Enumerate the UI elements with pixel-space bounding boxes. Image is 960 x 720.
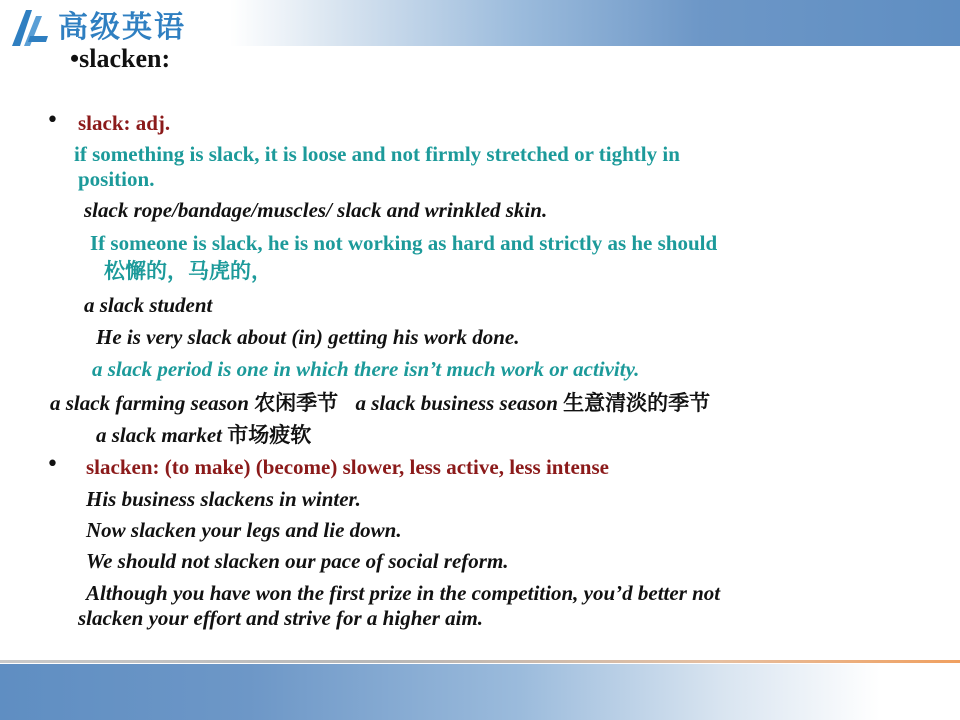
definition-text-cont: position.: [78, 167, 155, 191]
definition-text: if something is slack, it is loose and not firmly stretched or tightly in: [74, 142, 680, 166]
logo-text: 高级英语: [58, 10, 186, 45]
example-line: slacken your effort and strive for a higher aim.: [78, 606, 484, 630]
logo-mark-icon: [8, 6, 52, 50]
definition-text: If someone is slack, he is not working as hard and strictly as he should: [90, 231, 718, 255]
example-line: [50, 390, 710, 416]
definition-heading: slacken: (to make) (become) slower, less active, less intense: [86, 455, 609, 479]
example-line: [96, 422, 311, 448]
example-line: a slack student: [84, 293, 213, 317]
example-line: Although you have won the first prize in the competition, you’d better not: [86, 581, 721, 605]
footer-divider: [0, 660, 960, 663]
chinese-gloss: 农闲季节: [254, 391, 339, 415]
example-line: His business slackens in winter.: [86, 487, 361, 511]
bullet-marker: •: [46, 452, 59, 477]
definition-text: a slack period is one in which there isn’t much work or activity.: [92, 357, 640, 381]
definition-heading: slack: adj.: [78, 111, 171, 135]
example-line: He is very slack about (in) getting his work done.: [96, 325, 520, 349]
footer-band: [0, 664, 960, 720]
bullet-marker: •: [46, 108, 59, 133]
example-en: a slack business season: [355, 391, 558, 415]
example-line: We should not slacken our pace of social reform.: [86, 549, 509, 573]
example-en: a slack farming season: [50, 391, 249, 415]
slide-title: •slacken:: [70, 44, 171, 73]
example-line: slack rope/bandage/muscles/ slack and wrinkled skin.: [84, 198, 548, 222]
chinese-gloss: 生意清淡的季节: [563, 391, 711, 415]
example-en: a slack market: [96, 423, 222, 447]
chinese-gloss: 松懈的，马虎的，: [104, 259, 272, 283]
chinese-gloss: 市场疲软: [227, 423, 312, 447]
example-line: Now slacken your legs and lie down.: [86, 518, 402, 542]
